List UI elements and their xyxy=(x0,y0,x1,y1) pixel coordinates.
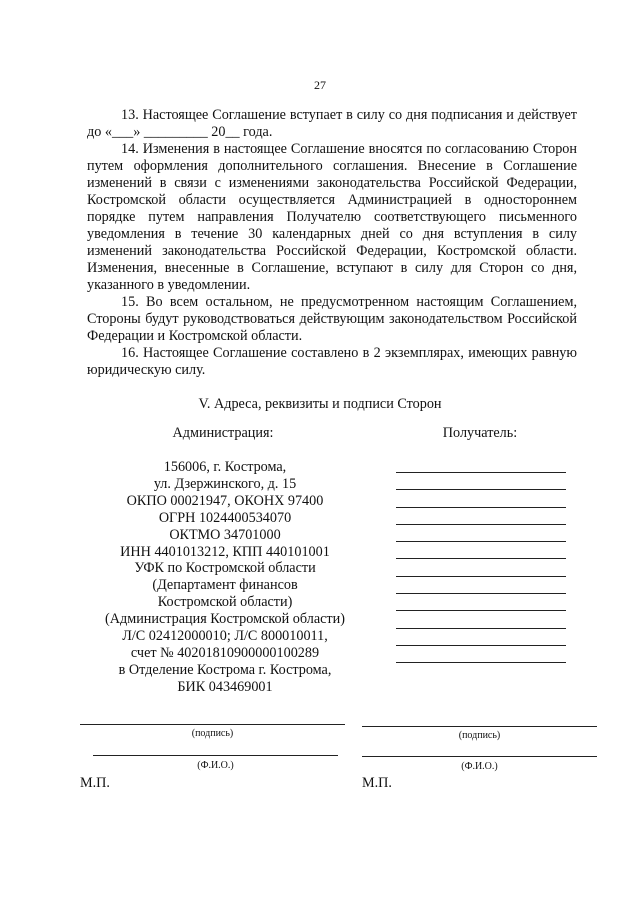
recipient-name-caption: (Ф.И.О.) xyxy=(461,761,498,772)
recipient-heading: Получатель: xyxy=(442,425,518,441)
admin-detail-line: ИНН 4401013212, КПП 440101001 xyxy=(120,543,330,560)
page-number: 27 xyxy=(314,78,326,92)
admin-detail-line: Л/С 02412000010; Л/С 800010011, xyxy=(122,628,328,645)
administration-heading: Администрация: xyxy=(172,425,274,441)
blank-line xyxy=(396,507,566,508)
admin-signature-caption: (подпись) xyxy=(191,728,234,739)
admin-detail-line: ОКПО 00021947, ОКОНХ 97400 xyxy=(126,492,324,509)
blank-line xyxy=(396,645,566,646)
blank-line xyxy=(396,472,566,473)
admin-detail-line: 156006, г. Кострома, xyxy=(163,459,287,475)
admin-detail-line: БИК 043469001 xyxy=(177,678,273,695)
clause-16: 16. Настоящее Соглашение составлено в 2 экземплярах, имеющих равную юридическую силу. xyxy=(87,345,577,378)
admin-signature-line xyxy=(80,724,345,725)
admin-detail-line: (Департамент финансов xyxy=(152,577,298,594)
recipient-stamp-place: М.П. xyxy=(362,775,392,791)
admin-detail-line: ОГРН 1024400534070 xyxy=(158,509,292,526)
admin-detail-line: ул. Дзержинского, д. 15 xyxy=(153,475,297,492)
admin-detail-line: ОКТМО 34701000 xyxy=(169,526,281,543)
admin-stamp-place: М.П. xyxy=(80,775,110,791)
admin-detail-line: УФК по Костромской области xyxy=(134,560,316,577)
admin-detail-line: (Администрация Костромской области) xyxy=(105,611,345,628)
section-title: V. Адреса, реквизиты и подписи Сторон xyxy=(198,396,442,412)
admin-detail-line: счет № 40201810900000100289 xyxy=(130,644,320,661)
blank-line xyxy=(396,610,566,611)
administration-details xyxy=(60,459,390,696)
agreement-clauses xyxy=(87,107,577,379)
recipient-signature-caption: (подпись) xyxy=(458,730,501,741)
admin-detail-line: Костромской области) xyxy=(157,594,293,611)
blank-line xyxy=(396,628,566,629)
admin-name-line xyxy=(93,755,338,756)
clause-14: 14. Изменения в настоящее Соглашение вносятся по согласованию Сторон путем оформления дополнительного соглашения. Внесение в Соглашение изменений в связи с изменениями законодательства Российской Федерации, Костромской области осуществляется Администрацией в одностороннем порядке путем направления Получателю соответствующего письменного уведомления в течение 30 календарных дней со дня вступления в силу изменений законодательства Российской Федерации, Костромской области. Изменения, внесенные в Соглашение, вступают в силу для Сторон со дня, указанного в уведомлении. xyxy=(87,141,577,293)
clause-13: 13. Настоящее Соглашение вступает в силу со дня подписания и действует до «___» _________ 20__ года. xyxy=(87,107,577,140)
blank-line xyxy=(396,593,566,594)
blank-line xyxy=(396,541,566,542)
blank-line xyxy=(396,489,566,490)
blank-line xyxy=(396,576,566,577)
recipient-signature-line xyxy=(362,726,597,727)
admin-name-caption: (Ф.И.О.) xyxy=(197,760,234,771)
recipient-details-blank xyxy=(396,472,566,680)
admin-detail-line: в Отделение Кострома г. Кострома, xyxy=(118,661,332,678)
blank-line xyxy=(396,662,566,663)
blank-line xyxy=(396,558,566,559)
recipient-name-line xyxy=(362,756,597,757)
blank-line xyxy=(396,524,566,525)
clause-15: 15. Во всем остальном, не предусмотренном настоящим Соглашением, Стороны будут руководствоваться действующим законодательством Российской Федерации и Костромской области. xyxy=(87,294,577,344)
